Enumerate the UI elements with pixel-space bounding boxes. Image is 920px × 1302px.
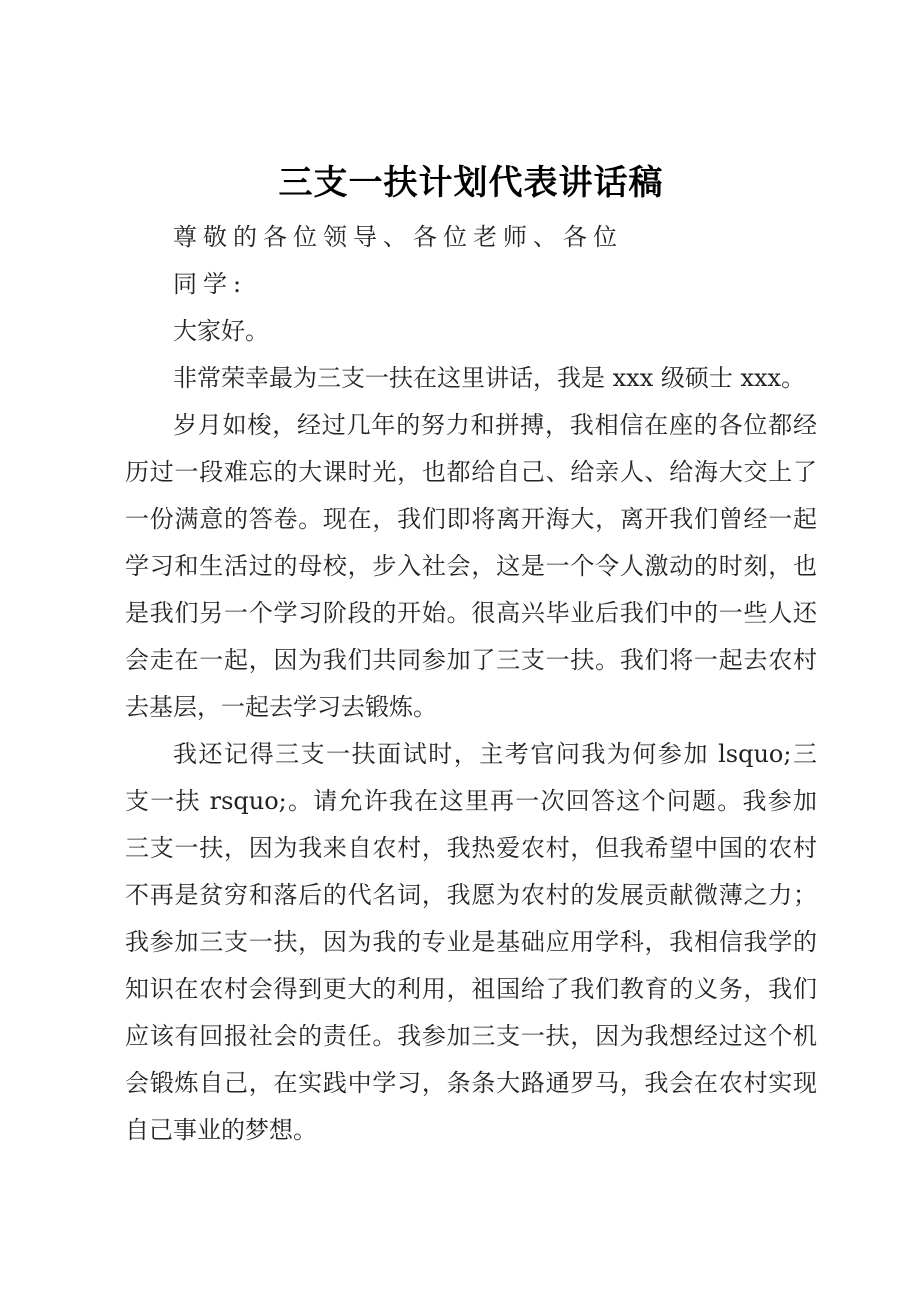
text-line: 三支一扶，因为我来自农村，我热爱农村，但我希望中国的农村 [125, 834, 817, 862]
text-line: 历过一段难忘的大课时光，也都给自己、给亲人、给海大交上了 [125, 458, 817, 486]
text-line: 我参加三支一扶，因为我的专业是基础应用学科，我相信我学的 [125, 928, 817, 956]
text-line: 大家好。 [173, 317, 269, 345]
text-line: 尊敬的各位领导、各位老师、各位 [173, 223, 623, 251]
text-line: 我还记得三支一扶面试时，主考官问我为何参加 lsquo;三 [173, 740, 817, 768]
text-line: 自己事业的梦想。 [125, 1116, 317, 1144]
text-line: 同学: [173, 270, 248, 298]
text-line: 知识在农村会得到更大的利用，祖国给了我们教育的义务，我们 [125, 975, 817, 1003]
text-line: 会走在一起，因为我们共同参加了三支一扶。我们将一起去农村 [125, 646, 817, 674]
text-line: 不再是贫穷和落后的代名词，我愿为农村的发展贡献微薄之力； [125, 881, 817, 909]
document-title: 三支一扶计划代表讲话稿 [278, 163, 664, 203]
text-line: 去基层，一起去学习去锻炼。 [125, 693, 437, 721]
document-body [125, 214, 817, 1154]
text-line: 非常荣幸最为三支一扶在这里讲话，我是 xxx 级硕士 xxx。 [173, 364, 806, 392]
text-line: 支一扶 rsquo;。请允许我在这里再一次回答这个问题。我参加 [125, 787, 817, 815]
text-line: 会锻炼自己，在实践中学习，条条大路通罗马，我会在农村实现 [125, 1069, 817, 1097]
text-line: 应该有回报社会的责任。我参加三支一扶，因为我想经过这个机 [125, 1022, 817, 1050]
text-line: 岁月如梭，经过几年的努力和拼搏，我相信在座的各位都经 [173, 411, 817, 439]
text-line: 一份满意的答卷。现在，我们即将离开海大，离开我们曾经一起 [125, 505, 817, 533]
text-line: 学习和生活过的母校，步入社会，这是一个令人激动的时刻，也 [125, 552, 817, 580]
text-line: 是我们另一个学习阶段的开始。很高兴毕业后我们中的一些人还 [125, 599, 817, 627]
